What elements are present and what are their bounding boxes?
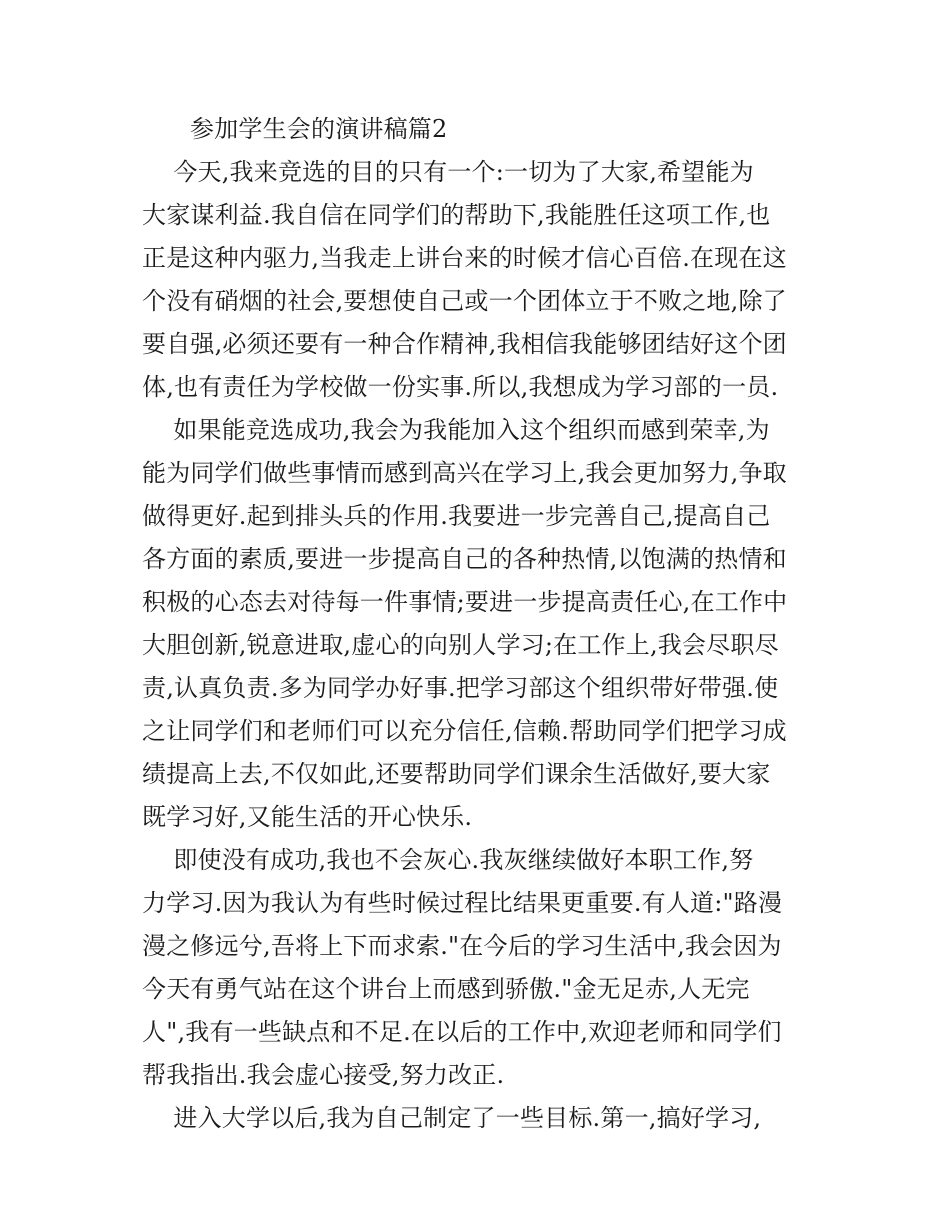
text-line: 大家谋利益.我自信在同学们的帮助下,我能胜任这项工作,也 (142, 201, 771, 229)
text-line: 要自强,必须还要有一种合作精神,我相信我能够团结好这个团 (142, 330, 787, 358)
text-line: 做得更好.起到排头兵的作用.我要进一步完善自己,提高自己 (142, 502, 771, 530)
text-line: 体,也有责任为学校做一份实事.所以,我想成为学习部的一员. (142, 373, 779, 401)
text-line: 各方面的素质,要进一步提高自己的各种热情,以饱满的热情和 (142, 545, 787, 573)
text-line: 帮我指出.我会虚心接受,努力改正. (142, 1061, 505, 1089)
text-line: 今天有勇气站在这个讲台上而感到骄傲."金无足赤,人无完 (142, 975, 750, 1003)
text-line: 积极的心态去对待每一件事情;要进一步提高责任心,在工作中 (142, 588, 788, 616)
text-line: 之让同学们和老师们可以充分信任,信赖.帮助同学们把学习成 (142, 717, 787, 745)
text-line: 责,认真负责.多为同学办好事.把学习部这个组织带好带强.使 (142, 674, 779, 702)
document-title: 参加学生会的演讲稿篇2 (190, 115, 448, 143)
text-line: 进入大学以后,我为自己制定了一些目标.第一,搞好学习, (142, 1104, 762, 1132)
text-line: 漫之修远兮,吾将上下而求索."在今后的学习生活中,我会因为 (142, 932, 782, 960)
text-line: 人",我有一些缺点和不足.在以后的工作中,欢迎老师和同学们 (142, 1018, 782, 1046)
text-line: 既学习好,又能生活的开心快乐. (142, 803, 473, 831)
text-line: 今天,我来竞选的目的只有一个:一切为了大家,希望能为 (142, 158, 754, 186)
text-line: 力学习.因为我认为有些时候过程比结果更重要.有人道:"路漫 (142, 889, 783, 917)
text-line: 大胆创新,锐意进取,虚心的向别人学习;在工作上,我会尽职尽 (142, 631, 779, 659)
text-line: 即使没有成功,我也不会灰心.我灰继续做好本职工作,努 (142, 846, 754, 874)
text-line: 个没有硝烟的社会,要想使自己或一个团体立于不败之地,除了 (142, 287, 787, 315)
text-line: 正是这种内驱力,当我走上讲台来的时候才信心百倍.在现在这 (142, 244, 787, 272)
text-line: 绩提高上去,不仅如此,还要帮助同学们课余生活做好,要大家 (142, 760, 771, 788)
text-line: 能为同学们做些事情而感到高兴在学习上,我会更加努力,争取 (142, 459, 787, 487)
text-line: 如果能竞选成功,我会为我能加入这个组织而感到荣幸,为 (142, 416, 770, 444)
